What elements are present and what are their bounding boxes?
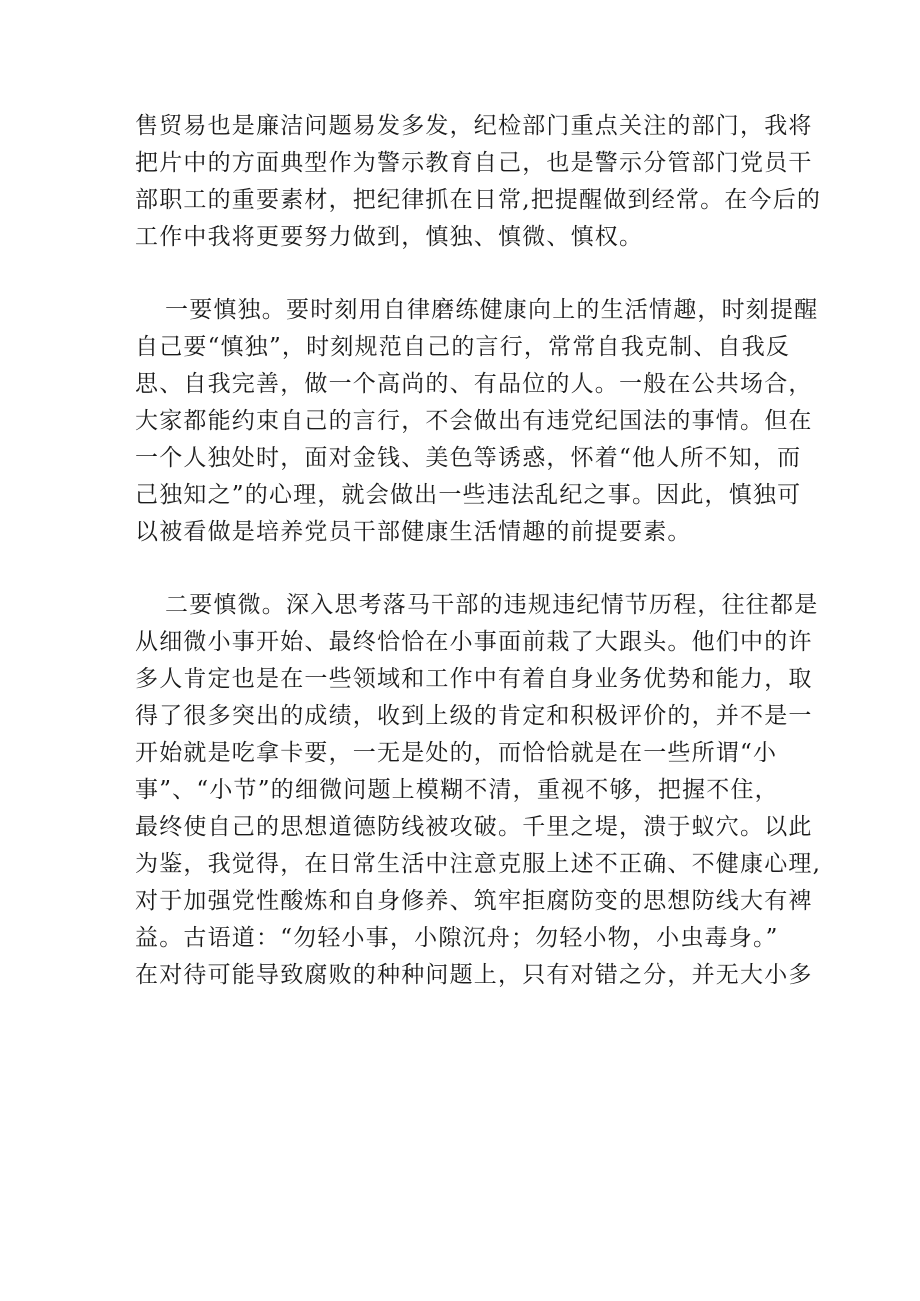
paragraph-shenwei [135,587,822,994]
text-line: 开始就是吃拿卡要，一无是处的，而恰恰就是在一些所谓“小 [135,740,778,766]
text-line: 为鉴，我觉得，在日常生活中注意克服上述不正确、不健康心理, [135,851,822,877]
paragraph-shendu [135,292,819,551]
text-line: 工作中我将更要努力做到，慎独、慎微、慎权。 [135,224,644,250]
text-line: 一要慎独。要时刻用自律磨练健康向上的生活情趣，时刻提醒 [165,297,819,323]
text-line: 售贸易也是廉洁问题易发多发，纪检部门重点关注的部门，我将 [135,113,813,139]
text-line: 二要慎微。深入思考落马干部的违规违纪情节历程，往往都是 [165,592,819,618]
text-line: 一个人独处时，面对金钱、美色等诱惑，怀着“他人所不知，而 [135,445,802,471]
text-line: 部职工的重要素材，把纪律抓在日常,把提醒做到经常。在今后的 [135,187,822,213]
text-line: 对于加强党性酸炼和自身修养、筑牢拒腐防变的思想防线大有裨 [135,888,813,914]
text-line: 大家都能约束自己的言行，不会做出有违党纪国法的事情。但在 [135,408,813,434]
text-line: 在对待可能导致腐败的种种问题上，只有对错之分，并无大小多 [135,962,813,988]
text-line: 多人肯定也是在一些领域和工作中有着自身业务优势和能力，取 [135,666,813,692]
text-line: 事”、“小节”的细微问题上模糊不清，重视不够，把握不住， [135,777,779,803]
text-line: 从细微小事开始、最终恰恰在小事面前栽了大跟头。他们中的许 [135,629,813,655]
paragraph-continuation [135,108,822,256]
text-line: 把片中的方面典型作为警示教育自己，也是警示分管部门党员干 [135,150,813,176]
document-body [135,108,822,994]
text-line: 自己要“慎独”，时刻规范自己的言行，常常自我克制、自我反 [135,334,791,360]
text-line: 得了很多突出的成绩，收到上级的肯定和积极评价的，并不是一 [135,703,813,729]
text-line: 思、自我完善，做一个高尚的、有品位的人。一般在公共场合， [135,371,813,397]
text-line: 以被看做是培养党员干部健康生活情趣的前提要素。 [135,519,692,545]
text-line: 己独知之”的心理，就会做出一些违法乱纪之事。因此，慎独可 [135,482,802,508]
text-line: 最终使自己的思想道德防线被攻破。千里之堤，溃于蚁穴。以此 [135,814,813,840]
text-line: 益。古语道：“勿轻小事，小隙沉舟；勿轻小物，小虫毒身。” [135,925,779,951]
